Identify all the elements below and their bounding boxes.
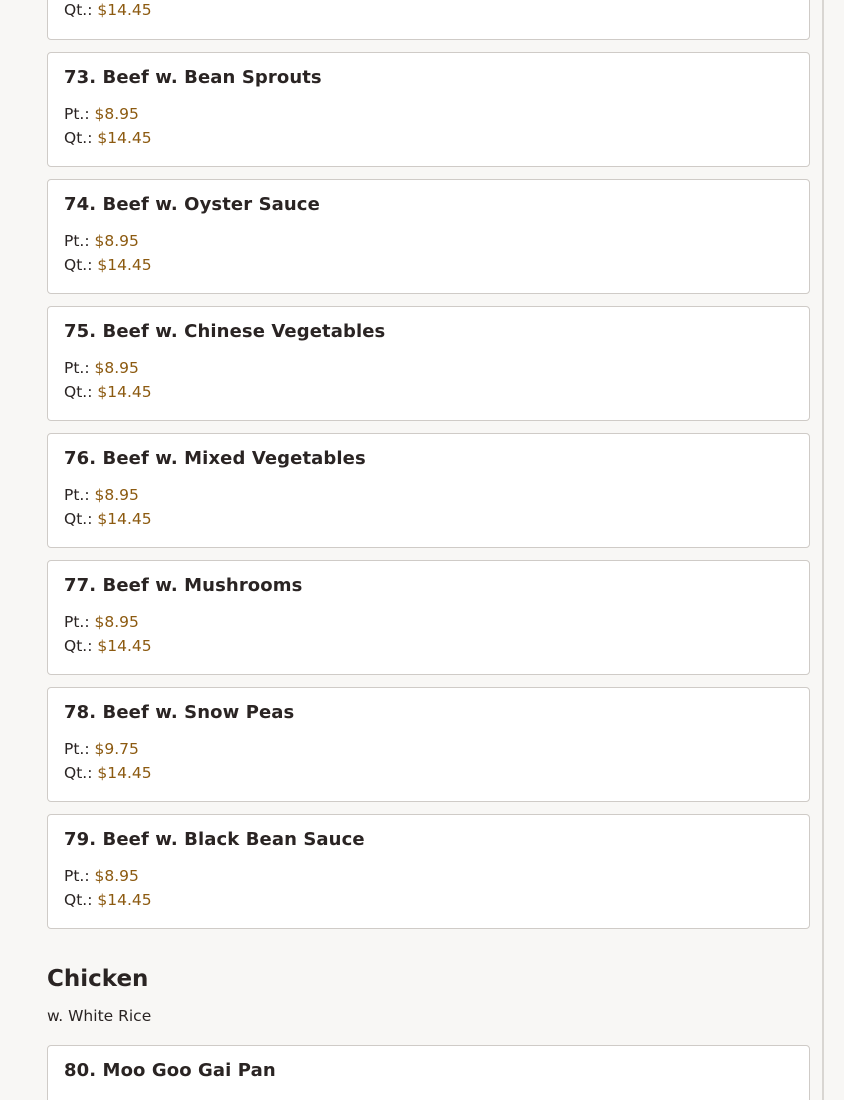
quart-label: Qt.: (64, 510, 93, 528)
quart-price-row (64, 764, 152, 782)
pint-price: $9.75 (94, 740, 139, 758)
quart-label: Qt.: (64, 1, 93, 19)
pint-label: Pt.: (64, 232, 90, 250)
menu-item-name: 77. Beef w. Mushrooms (64, 575, 303, 596)
pint-price-row (64, 232, 139, 250)
section-subtitle: w. White Rice (47, 1007, 152, 1025)
menu-item-name: 75. Beef w. Chinese Vegetables (64, 321, 386, 342)
quart-price-row (64, 383, 152, 401)
quart-price-row (64, 510, 152, 528)
pint-price: $8.95 (94, 486, 139, 504)
pint-price-row (64, 867, 139, 885)
quart-price: $14.45 (97, 129, 152, 147)
pint-price-row (64, 613, 139, 631)
quart-price-row (64, 129, 152, 147)
pint-price-row (64, 359, 139, 377)
pint-price: $8.95 (94, 232, 139, 250)
pint-price: $8.95 (94, 105, 139, 123)
quart-price: $14.45 (97, 891, 152, 909)
menu-item-name: 76. Beef w. Mixed Vegetables (64, 448, 366, 469)
quart-price: $14.45 (97, 764, 152, 782)
quart-label: Qt.: (64, 891, 93, 909)
pint-label: Pt.: (64, 105, 90, 123)
pint-label: Pt.: (64, 740, 90, 758)
pint-label: Pt.: (64, 613, 90, 631)
quart-price: $14.45 (97, 256, 152, 274)
section-title: Chicken (47, 966, 149, 992)
menu-item-card[interactable] (47, 687, 810, 802)
menu-item-name: 79. Beef w. Black Bean Sauce (64, 829, 365, 850)
quart-price: $14.45 (97, 510, 152, 528)
pint-price-row (64, 105, 139, 123)
pint-label: Pt.: (64, 486, 90, 504)
quart-price-row (64, 1, 152, 19)
pint-label: Pt.: (64, 867, 90, 885)
quart-label: Qt.: (64, 256, 93, 274)
menu-item-card[interactable] (47, 179, 810, 294)
pint-price: $8.95 (94, 359, 139, 377)
pint-label: Pt.: (64, 359, 90, 377)
menu-item-card[interactable] (47, 0, 810, 40)
quart-label: Qt.: (64, 637, 93, 655)
quart-price-row (64, 891, 152, 909)
page-edge-divider (822, 0, 824, 1100)
quart-price: $14.45 (97, 383, 152, 401)
pint-price: $8.95 (94, 867, 139, 885)
menu-item-card[interactable] (47, 1045, 810, 1100)
menu-item-card[interactable] (47, 814, 810, 929)
pint-price-row (64, 740, 139, 758)
menu-item-card[interactable] (47, 306, 810, 421)
quart-price-row (64, 637, 152, 655)
menu-item-card[interactable] (47, 560, 810, 675)
menu-item-name: 74. Beef w. Oyster Sauce (64, 194, 320, 215)
quart-price-row (64, 256, 152, 274)
menu-item-name: 78. Beef w. Snow Peas (64, 702, 295, 723)
pint-price-row (64, 486, 139, 504)
menu-item-card[interactable] (47, 52, 810, 167)
menu-item-name: 73. Beef w. Bean Sprouts (64, 67, 322, 88)
pint-price: $8.95 (94, 613, 139, 631)
quart-label: Qt.: (64, 129, 93, 147)
quart-label: Qt.: (64, 383, 93, 401)
quart-price: $14.45 (97, 1, 152, 19)
menu-item-card[interactable] (47, 433, 810, 548)
quart-price: $14.45 (97, 637, 152, 655)
menu-item-name: 80. Moo Goo Gai Pan (64, 1060, 276, 1081)
quart-label: Qt.: (64, 764, 93, 782)
